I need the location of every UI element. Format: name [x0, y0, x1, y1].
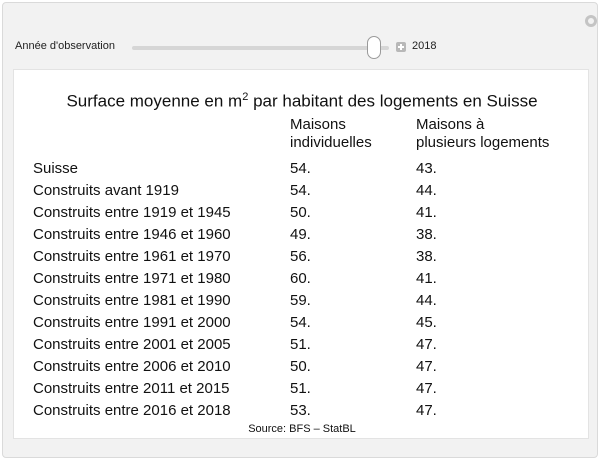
source-note: Source: BFS – StatBL	[248, 423, 356, 435]
row-label: Construits entre 1961 et 1970	[33, 248, 231, 265]
manipulate-panel	[2, 2, 598, 458]
output-area	[13, 69, 589, 439]
value-plusieurs: 44.	[416, 182, 437, 199]
value-individuelles: 54.	[290, 314, 311, 331]
value-plusieurs: 45.	[416, 314, 437, 331]
row-label: Construits entre 1919 et 1945	[33, 204, 231, 221]
table-row	[14, 182, 590, 204]
value-individuelles: 59.	[290, 292, 311, 309]
value-individuelles: 50.	[290, 204, 311, 221]
value-plusieurs: 38.	[416, 248, 437, 265]
table-body	[14, 160, 590, 424]
value-individuelles: 49.	[290, 226, 311, 243]
value-individuelles: 54.	[290, 160, 311, 177]
value-individuelles: 50.	[290, 358, 311, 375]
row-label: Construits entre 1946 et 1960	[33, 226, 231, 243]
table-row	[14, 226, 590, 248]
value-plusieurs: 47.	[416, 380, 437, 397]
row-label: Construits entre 1981 et 1990	[33, 292, 231, 309]
column-header-plusieurs: Maisons à plusieurs logements	[416, 116, 550, 151]
column-header-individuelles: Maisons individuelles	[290, 116, 372, 151]
value-plusieurs: 41.	[416, 204, 437, 221]
value-individuelles: 56.	[290, 248, 311, 265]
value-individuelles: 51.	[290, 336, 311, 353]
value-individuelles: 53.	[290, 402, 311, 419]
row-label: Construits entre 1971 et 1980	[33, 270, 231, 287]
expand-controls-icon[interactable]	[396, 42, 406, 52]
year-value: 2018	[412, 40, 437, 52]
value-individuelles: 60.	[290, 270, 311, 287]
value-plusieurs: 47.	[416, 402, 437, 419]
row-label: Construits entre 2011 et 2015	[33, 380, 230, 397]
value-individuelles: 51.	[290, 380, 311, 397]
table-title: Surface moyenne en $m^2$ par habitant des logements en Suisse	[66, 91, 538, 111]
reset-icon[interactable]	[585, 15, 597, 27]
year-slider-track[interactable]	[132, 46, 389, 50]
table-row	[14, 204, 590, 226]
table-row	[14, 270, 590, 292]
value-plusieurs: 43.	[416, 160, 437, 177]
slider-label: Année d'observation	[15, 40, 115, 52]
table-row	[14, 292, 590, 314]
row-label: Construits entre 1991 et 2000	[33, 314, 231, 331]
row-label: Construits entre 2001 et 2005	[33, 336, 231, 353]
year-slider-thumb[interactable]	[367, 36, 381, 59]
table-row	[14, 358, 590, 380]
value-individuelles: 54.	[290, 182, 311, 199]
value-plusieurs: 44.	[416, 292, 437, 309]
value-plusieurs: 47.	[416, 336, 437, 353]
row-label: Construits entre 2006 et 2010	[33, 358, 231, 375]
value-plusieurs: 38.	[416, 226, 437, 243]
table-row	[14, 160, 590, 182]
table-row	[14, 336, 590, 358]
row-label: Suisse	[33, 160, 79, 177]
table-row	[14, 380, 590, 402]
value-plusieurs: 41.	[416, 270, 437, 287]
value-plusieurs: 47.	[416, 358, 437, 375]
row-label: Construits entre 2016 et 2018	[33, 402, 231, 419]
table-row	[14, 314, 590, 336]
table-row	[14, 248, 590, 270]
table-row	[14, 402, 590, 424]
row-label: Construits avant 1919	[33, 182, 179, 199]
